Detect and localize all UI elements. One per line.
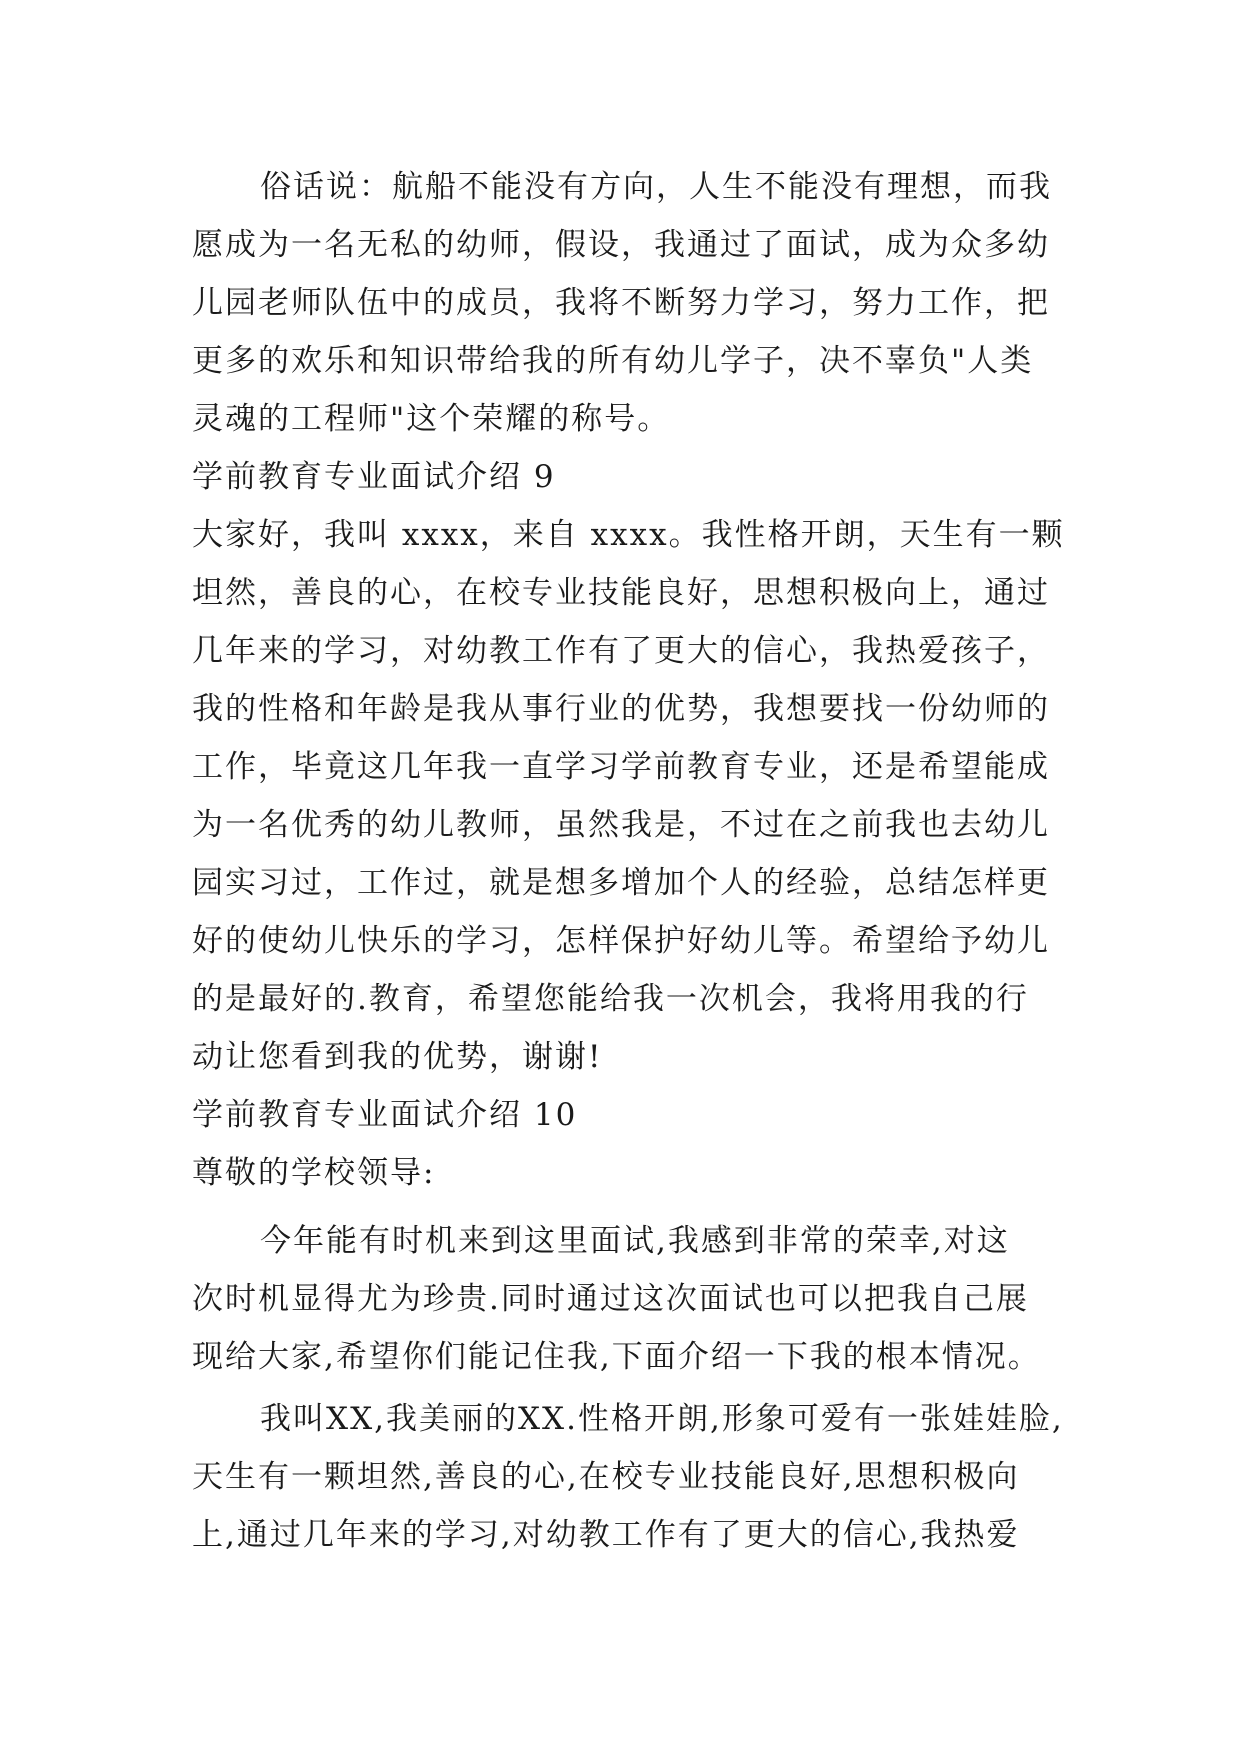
section-heading: 学前教育专业面试介绍 9 xyxy=(192,459,556,495)
paragraph-line: 几年来的学习，对幼教工作有了更大的信心，我热爱孩子， xyxy=(192,633,1050,669)
paragraph-line: 上,通过几年来的学习,对幼教工作有了更大的信心,我热爱 xyxy=(192,1517,1020,1553)
paragraph-line: 俗话说：航船不能没有方向，人生不能没有理想，而我 xyxy=(260,169,1052,205)
paragraph-line: 大家好，我叫 xxxx，来自 xxxx。我性格开朗，天生有一颗 xyxy=(192,517,1065,553)
paragraph-line: 为一名优秀的幼儿教师，虽然我是，不过在之前我也去幼儿 xyxy=(192,807,1050,843)
paragraph-line: 灵魂的工程师"这个荣耀的称号。 xyxy=(192,401,671,437)
paragraph-line: 坦然，善良的心，在校专业技能良好，思想积极向上，通过 xyxy=(192,575,1050,611)
paragraph-line: 今年能有时机来到这里面试,我感到非常的荣幸,对这 xyxy=(260,1223,1010,1259)
section-heading: 学前教育专业面试介绍 10 xyxy=(192,1097,578,1133)
paragraph-line: 现给大家,希望你们能记住我,下面介绍一下我的根本情况。 xyxy=(192,1339,1041,1375)
paragraph-line: 儿园老师队伍中的成员，我将不断努力学习，努力工作，把 xyxy=(192,285,1050,321)
paragraph-line: 我叫XX,我美丽的XX.性格开朗,形象可爱有一张娃娃脸, xyxy=(260,1401,1064,1437)
paragraph-line: 好的使幼儿快乐的学习，怎样保护好幼儿等。希望给予幼儿 xyxy=(192,923,1050,959)
paragraph-line: 的是最好的.教育，希望您能给我一次机会，我将用我的行 xyxy=(192,981,1029,1017)
paragraph-line: 工作，毕竟这几年我一直学习学前教育专业，还是希望能成 xyxy=(192,749,1050,785)
paragraph-line: 愿成为一名无私的幼师，假设，我通过了面试，成为众多幼 xyxy=(192,227,1050,263)
document-body xyxy=(192,158,1065,1564)
paragraph-line: 园实习过，工作过，就是想多增加个人的经验，总结怎样更 xyxy=(192,865,1050,901)
paragraph-line: 更多的欢乐和知识带给我的所有幼儿学子，决不辜负"人类 xyxy=(192,343,1034,379)
paragraph-line: 我的性格和年龄是我从事行业的优势，我想要找一份幼师的 xyxy=(192,691,1050,727)
salutation: 尊敬的学校领导: xyxy=(192,1155,436,1191)
paragraph-line: 天生有一颗坦然,善良的心,在校专业技能良好,思想积极向 xyxy=(192,1459,1020,1495)
paragraph-line: 次时机显得尤为珍贵.同时通过这次面试也可以把我自己展 xyxy=(192,1281,1029,1317)
paragraph-line: 动让您看到我的优势，谢谢! xyxy=(192,1039,603,1075)
